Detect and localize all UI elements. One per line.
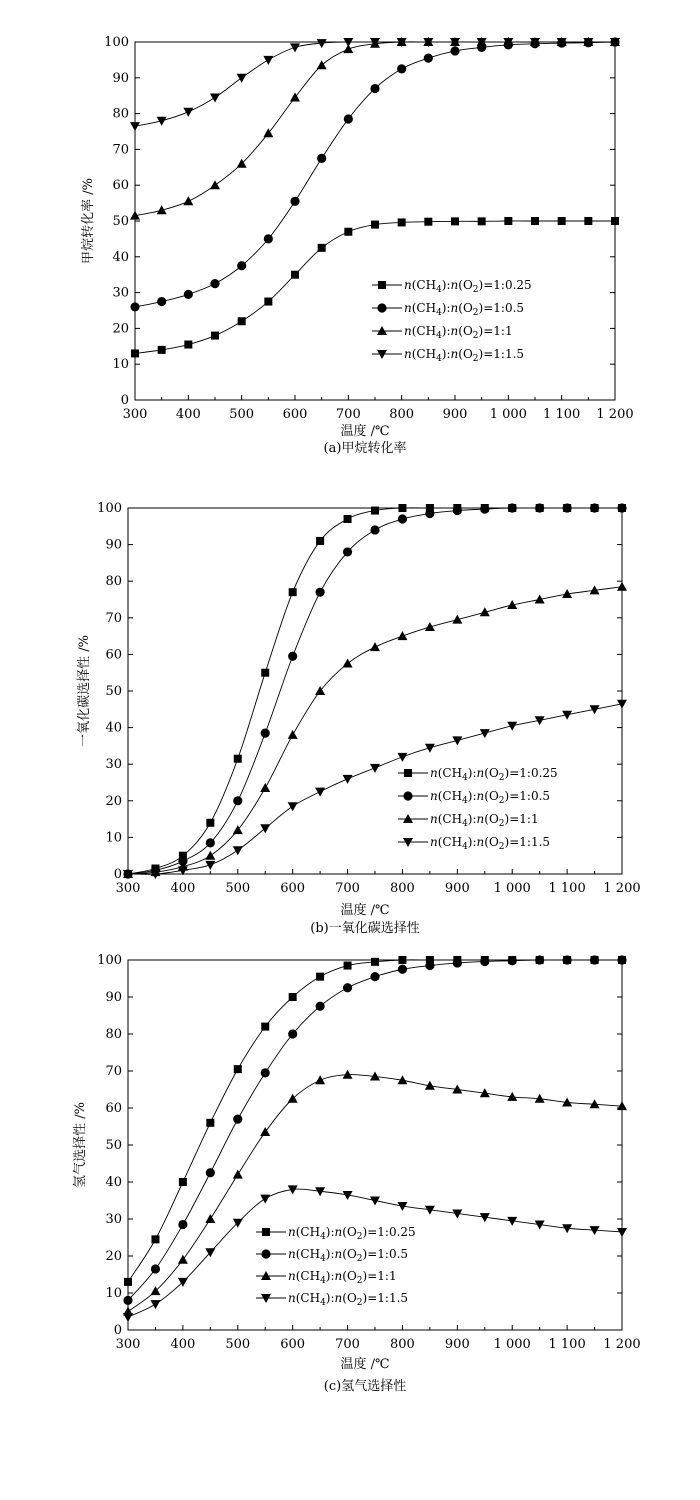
legend-label: $n(CH_4):n(O_2)=1:0.5$ xyxy=(404,301,525,318)
series-line xyxy=(128,508,622,874)
x-tick-label: 300 xyxy=(122,407,148,422)
data-point xyxy=(234,1065,242,1073)
data-point xyxy=(233,1170,243,1179)
data-point xyxy=(343,983,352,992)
y-tick-label: 40 xyxy=(105,1175,122,1190)
y-axis-label: 一氧化碳选择性 /% xyxy=(77,635,92,747)
data-point xyxy=(398,514,407,523)
legend-label: $n(CH_4):n(O_2)=1:1$ xyxy=(430,812,539,829)
y-tick-label: 0 xyxy=(113,867,122,882)
x-axis-label: 温度 /℃ xyxy=(340,903,390,918)
data-point xyxy=(261,728,270,737)
x-tick-label: 1 200 xyxy=(603,881,641,896)
x-tick-label: 500 xyxy=(229,407,255,422)
figure-caption: (c)氢气选择性 xyxy=(323,1379,407,1394)
y-tick-label: 100 xyxy=(97,953,122,968)
y-tick-label: 90 xyxy=(105,990,122,1005)
data-point xyxy=(508,503,517,512)
y-tick-label: 30 xyxy=(105,1212,122,1227)
x-tick-label: 900 xyxy=(444,881,470,896)
data-point xyxy=(290,43,300,52)
data-point xyxy=(261,1023,269,1031)
data-point xyxy=(151,1235,159,1243)
x-tick-label: 1 200 xyxy=(603,1337,641,1352)
data-point xyxy=(150,1300,160,1309)
legend-label: $n(CH_4):n(O_2)=1:0.25$ xyxy=(430,766,558,783)
data-point xyxy=(453,506,462,515)
x-tick-label: 700 xyxy=(335,407,361,422)
x-tick-label: 900 xyxy=(442,407,468,422)
legend-entry-1 xyxy=(398,789,550,806)
data-point xyxy=(371,958,379,966)
data-point xyxy=(151,1264,160,1273)
y-tick-label: 70 xyxy=(105,1064,122,1079)
legend-label: $n(CH_4):n(O_2)=1:1$ xyxy=(404,324,513,341)
series-line xyxy=(128,587,622,874)
data-point xyxy=(316,973,324,981)
legend-entry-2 xyxy=(372,324,513,341)
series-2 xyxy=(130,37,620,220)
data-point xyxy=(316,1002,325,1011)
data-point xyxy=(343,659,353,668)
y-tick-label: 0 xyxy=(113,1323,122,1338)
x-tick-label: 900 xyxy=(444,1337,470,1352)
data-point xyxy=(563,955,572,964)
legend-label: $n(CH_4):n(O_2)=1:0.25$ xyxy=(404,278,532,295)
data-point xyxy=(611,217,619,225)
x-tick-label: 1 100 xyxy=(548,1337,586,1352)
legend-entry-3 xyxy=(372,347,524,364)
data-point xyxy=(237,261,246,270)
data-point xyxy=(425,961,434,970)
legend-entry-3 xyxy=(398,835,550,852)
data-point xyxy=(178,1220,187,1229)
legend-label: $n(CH_4):n(O_2)=1:1.5$ xyxy=(430,835,551,852)
data-point xyxy=(480,504,489,513)
data-point xyxy=(370,525,379,534)
data-point xyxy=(206,1168,215,1177)
legend-entry-1 xyxy=(256,1247,408,1264)
data-point xyxy=(398,504,406,512)
data-point xyxy=(130,122,140,131)
legend-entry-2 xyxy=(256,1269,397,1286)
legend-entry-0 xyxy=(398,766,558,783)
data-point xyxy=(260,1127,270,1136)
data-point xyxy=(344,515,352,523)
y-tick-label: 20 xyxy=(105,1249,122,1264)
figure-caption: (b)一氧化碳选择性 xyxy=(310,921,420,936)
x-tick-label: 400 xyxy=(170,1337,196,1352)
data-point xyxy=(288,802,298,811)
data-point xyxy=(210,93,220,102)
y-tick-label: 50 xyxy=(105,1138,122,1153)
x-tick-label: 500 xyxy=(225,1337,251,1352)
x-tick-label: 1 000 xyxy=(493,1337,531,1352)
data-point xyxy=(130,302,139,311)
data-point xyxy=(370,764,380,773)
data-point xyxy=(558,217,566,225)
x-tick-label: 1 000 xyxy=(493,881,531,896)
data-point xyxy=(184,290,193,299)
y-tick-label: 30 xyxy=(105,757,122,773)
data-point xyxy=(210,279,219,288)
data-point xyxy=(237,74,247,83)
data-point xyxy=(263,56,273,65)
data-point xyxy=(317,154,326,163)
data-point xyxy=(233,825,243,834)
data-point xyxy=(206,819,214,827)
x-tick-label: 400 xyxy=(170,881,196,896)
data-point xyxy=(233,846,243,855)
data-point xyxy=(233,796,242,805)
x-tick-label: 600 xyxy=(282,407,308,422)
x-tick-label: 700 xyxy=(335,1337,360,1352)
y-tick-label: 0 xyxy=(120,393,129,408)
legend-label: $n(CH_4):n(O_2)=1:0.5$ xyxy=(288,1247,409,1264)
x-tick-label: 800 xyxy=(390,881,415,896)
data-point xyxy=(123,1296,132,1305)
data-point xyxy=(398,965,407,974)
legend-marker xyxy=(404,769,412,777)
data-point xyxy=(617,582,627,591)
legend-entry-0 xyxy=(372,278,532,295)
data-point xyxy=(344,228,352,236)
data-point xyxy=(617,1228,627,1237)
data-point xyxy=(260,783,270,792)
data-point xyxy=(316,588,325,597)
data-point xyxy=(617,955,626,964)
data-point xyxy=(124,1278,132,1286)
legend-entry-3 xyxy=(256,1291,408,1308)
legend-label: $n(CH_4):n(O_2)=1:1$ xyxy=(288,1269,397,1286)
data-point xyxy=(315,686,325,695)
data-point xyxy=(289,993,297,1001)
data-point xyxy=(291,271,299,279)
data-point xyxy=(371,221,379,229)
data-point xyxy=(289,588,297,596)
y-tick-label: 10 xyxy=(105,1286,122,1301)
x-tick-label: 600 xyxy=(280,1337,306,1352)
data-point xyxy=(261,669,269,677)
data-point xyxy=(211,332,219,340)
data-point xyxy=(183,108,193,117)
data-point xyxy=(397,631,407,640)
data-point xyxy=(535,955,544,964)
data-point xyxy=(398,956,406,964)
y-tick-label: 60 xyxy=(105,1101,122,1116)
data-point xyxy=(264,298,272,306)
figure-caption: (a)甲烷转化率 xyxy=(323,441,407,456)
data-point xyxy=(590,503,599,512)
x-tick-label: 500 xyxy=(225,881,251,896)
y-tick-label: 80 xyxy=(112,106,129,122)
x-tick-label: 700 xyxy=(335,881,360,896)
y-axis-label: 氢气选择性 /% xyxy=(73,1102,88,1188)
legend-entry-1 xyxy=(372,301,524,318)
x-tick-label: 800 xyxy=(389,407,415,422)
x-axis-label: 温度 /℃ xyxy=(340,424,390,439)
data-point xyxy=(425,622,435,631)
y-tick-label: 90 xyxy=(112,70,129,86)
data-point xyxy=(123,1313,133,1322)
data-point xyxy=(264,234,273,243)
y-tick-label: 10 xyxy=(105,830,122,846)
data-point xyxy=(504,217,512,225)
y-tick-label: 70 xyxy=(105,610,122,626)
data-point xyxy=(179,1178,187,1186)
y-tick-label: 90 xyxy=(105,537,122,553)
data-point xyxy=(531,217,539,225)
data-point xyxy=(260,1195,270,1204)
data-point xyxy=(508,956,517,965)
data-point xyxy=(183,196,193,205)
chart-1 xyxy=(76,501,641,936)
data-point xyxy=(344,962,352,970)
data-point xyxy=(131,349,139,357)
data-point xyxy=(563,503,572,512)
data-point xyxy=(290,92,300,101)
data-point xyxy=(450,46,459,55)
x-tick-label: 300 xyxy=(115,1337,141,1352)
x-tick-label: 300 xyxy=(115,881,141,896)
plot-frame xyxy=(128,508,622,874)
y-axis-label: 甲烷转化率 /% xyxy=(81,178,96,264)
y-tick-label: 50 xyxy=(105,684,122,699)
data-point xyxy=(370,642,380,651)
y-tick-label: 60 xyxy=(112,178,129,194)
x-tick-label: 1 100 xyxy=(543,407,581,422)
chart-2 xyxy=(72,953,641,1394)
legend-entry-0 xyxy=(256,1225,416,1242)
legend-marker xyxy=(262,1228,270,1236)
data-point xyxy=(343,775,353,784)
data-point xyxy=(535,503,544,512)
data-point xyxy=(370,972,379,981)
data-point xyxy=(343,547,352,556)
data-point xyxy=(370,84,379,93)
data-point xyxy=(178,1255,188,1264)
legend-marker xyxy=(378,281,386,289)
data-point xyxy=(590,955,599,964)
series-3 xyxy=(123,700,627,879)
y-tick-label: 100 xyxy=(97,501,122,516)
data-point xyxy=(158,346,166,354)
series-line xyxy=(135,42,615,216)
x-tick-label: 600 xyxy=(280,881,306,896)
y-tick-label: 10 xyxy=(112,357,129,373)
data-point xyxy=(260,824,270,833)
data-point xyxy=(210,180,220,189)
y-tick-label: 70 xyxy=(112,142,129,158)
x-tick-label: 1 100 xyxy=(548,881,586,896)
legend-marker xyxy=(403,791,412,800)
data-point xyxy=(617,503,626,512)
y-tick-label: 80 xyxy=(105,1027,122,1042)
data-point xyxy=(205,861,215,870)
y-tick-label: 20 xyxy=(112,321,129,337)
data-point xyxy=(424,54,433,63)
data-point xyxy=(288,1029,297,1038)
data-point xyxy=(317,60,327,69)
data-point xyxy=(263,128,273,137)
legend-marker xyxy=(261,1249,270,1258)
data-point xyxy=(584,217,592,225)
y-tick-label: 20 xyxy=(105,793,122,809)
data-point xyxy=(397,753,407,762)
legend-label: $n(CH_4):n(O_2)=1:0.5$ xyxy=(430,789,551,806)
x-axis-label: 温度 /℃ xyxy=(340,1357,390,1372)
legend-marker xyxy=(377,303,386,312)
series-1 xyxy=(123,503,626,878)
data-point xyxy=(397,64,406,73)
y-tick-label: 100 xyxy=(104,35,129,50)
series-0 xyxy=(131,217,619,357)
y-tick-label: 30 xyxy=(112,285,129,301)
x-tick-label: 400 xyxy=(175,407,201,422)
legend-entry-2 xyxy=(398,812,539,829)
data-point xyxy=(398,218,406,226)
data-point xyxy=(261,1068,270,1077)
chart-0 xyxy=(80,35,634,456)
data-point xyxy=(316,537,324,545)
legend-label: $n(CH_4):n(O_2)=1:1.5$ xyxy=(288,1291,409,1308)
y-tick-label: 50 xyxy=(112,214,129,229)
data-point xyxy=(205,851,215,860)
data-point xyxy=(206,1119,214,1127)
data-point xyxy=(157,297,166,306)
legend-label: $n(CH_4):n(O_2)=1:1.5$ xyxy=(404,347,525,364)
data-point xyxy=(234,755,242,763)
data-point xyxy=(453,958,462,967)
series-0 xyxy=(124,504,626,878)
data-point xyxy=(425,744,435,753)
data-point xyxy=(184,341,192,349)
data-point xyxy=(315,788,325,797)
data-point xyxy=(288,730,298,739)
data-point xyxy=(288,652,297,661)
data-point xyxy=(424,218,432,226)
data-point xyxy=(425,509,434,518)
data-point xyxy=(206,838,215,847)
x-tick-label: 1 200 xyxy=(596,407,634,422)
data-point xyxy=(290,197,299,206)
data-point xyxy=(238,317,246,325)
y-tick-label: 80 xyxy=(105,574,122,590)
data-point xyxy=(371,507,379,515)
data-point xyxy=(451,217,459,225)
data-point xyxy=(344,114,353,123)
legend-label: $n(CH_4):n(O_2)=1:0.25$ xyxy=(288,1225,416,1242)
series-1 xyxy=(130,37,619,311)
data-point xyxy=(478,217,486,225)
y-tick-label: 40 xyxy=(112,249,129,265)
data-point xyxy=(480,957,489,966)
data-point xyxy=(205,1214,215,1223)
series-line xyxy=(128,508,622,874)
series-line xyxy=(135,42,615,307)
data-point xyxy=(233,1115,242,1124)
y-tick-label: 60 xyxy=(105,647,122,663)
x-tick-label: 1 000 xyxy=(489,407,527,422)
data-point xyxy=(318,244,326,252)
data-point xyxy=(315,1075,325,1084)
series-2 xyxy=(123,582,627,878)
x-tick-label: 800 xyxy=(390,1337,415,1352)
y-tick-label: 40 xyxy=(105,720,122,736)
